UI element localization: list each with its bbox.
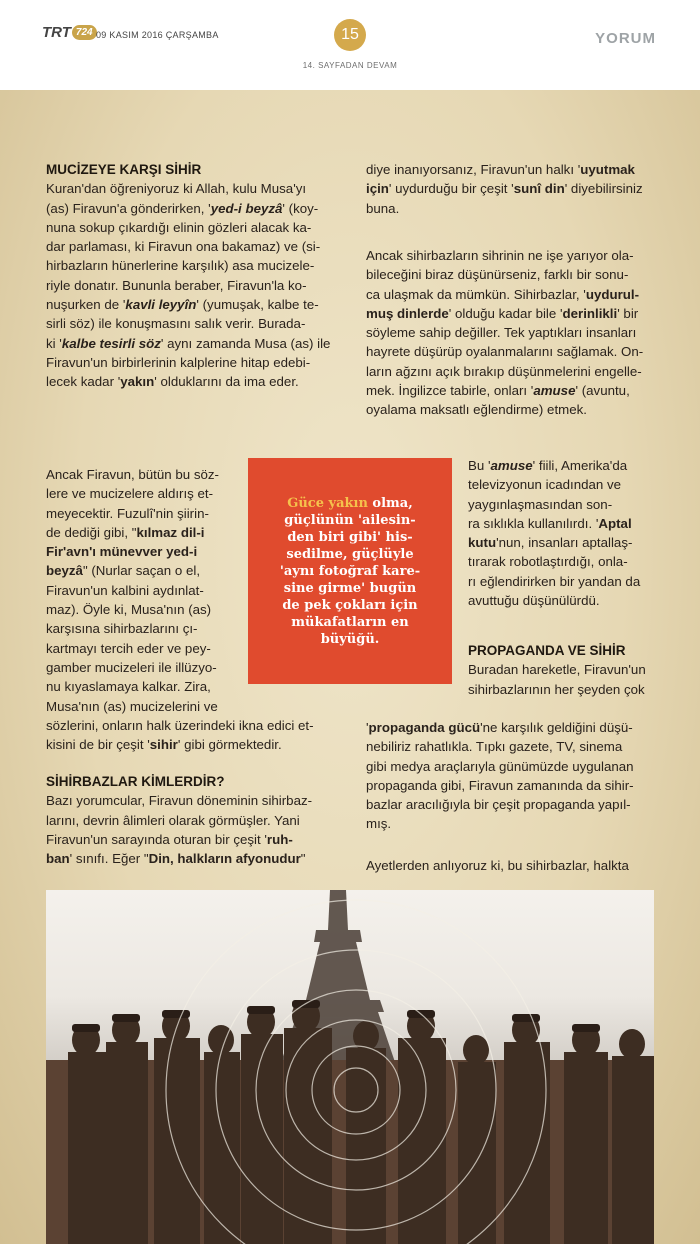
page-number: 15	[334, 19, 366, 51]
line: bileceğini biraz düşünürseniz, farklı bir sonu-	[366, 267, 629, 283]
line: meyecektir. Fuzulî'nin şiirin-	[46, 505, 209, 521]
line: söyleme sahip değiller. Tek yaptıkları insanları	[366, 325, 637, 341]
line: (as) Firavun'a gönderirken, 'yed-i beyzâ' (koy-	[46, 200, 319, 216]
line: Bu 'amuse' fiili, Amerika'da	[468, 458, 628, 473]
line: sihirbazlarının her şeyden çok	[468, 681, 645, 697]
section-title: YORUM	[595, 30, 656, 47]
line: larını, devrin âlimleri olarak görmüşler. Yani	[46, 812, 300, 828]
issue-date: 09 KASIM 2016 ÇARŞAMBA	[96, 30, 219, 40]
paragraph-col2-5: Ayetlerden anlıyoruz ki, bu sihirbazlar, halkta	[366, 858, 629, 873]
pull-quote	[248, 458, 452, 684]
line: rı eğlendirirken bir yandan da	[468, 573, 641, 589]
line: de dediği gibi, "kılmaz dil-i	[46, 524, 205, 540]
line: oyalama maksatlı eğlendirme) etmek.	[366, 402, 587, 418]
quote-line: de pek çokları için	[282, 597, 418, 613]
heading-sihirbazlar: SİHİRBAZLAR KİMLERDİR?	[46, 774, 225, 789]
line: için' uydurduğu bir çeşit 'sunî din' diyebilirsiniz	[366, 181, 643, 197]
line: hirbazların hünerlerine karşılık) asa mucizele-	[46, 258, 315, 274]
line: ban' sınıfı. Eğer "Din, halkların afyonudur"	[46, 851, 306, 867]
paragraph-col2-3	[468, 456, 668, 610]
line: televizyonun icadından ve	[468, 477, 622, 493]
line: Firavun'un birbirlerinin kalplerine hitap edebi-	[46, 354, 311, 370]
eiffel-tower-photo	[46, 890, 654, 1244]
line: kutu'nun, insanları aptallaş-	[468, 535, 633, 551]
line: Musa'nın (as) mucizelerini ve	[46, 698, 218, 714]
line: bazlar aracılığıyla bir çeşit propaganda yapıl-	[366, 797, 631, 813]
line: nu kıyaslamaya kalkar. Zira,	[46, 679, 211, 695]
line: mış.	[366, 816, 392, 832]
line: tırarak robotlaştırdığı, onla-	[468, 554, 628, 570]
line: nebiliriz rahatlıkla. Tıpkı gazete, TV, sinema	[366, 739, 623, 755]
line: avuttuğu düşünülürdü.	[468, 593, 600, 609]
quote-line: sedilme, güçlüyle	[286, 546, 414, 562]
column-right-top	[366, 160, 666, 218]
line: Firavun'un kalbini aydınlat-	[46, 582, 204, 598]
line: sirli söz) ile konuşmasını salık verir. Burada-	[46, 316, 306, 332]
quote-line: den biri gibi' his-	[287, 529, 413, 545]
line: Fir'avn'ı münevver yed-i	[46, 544, 198, 560]
column-left	[46, 160, 346, 392]
page-header	[0, 0, 700, 90]
line: kisini de bir çeşit 'sihir' gibi görmektedir.	[46, 737, 282, 753]
quote-line: 'aynı fotoğraf kare-	[279, 563, 421, 579]
line: beyzâ" (Nurlar saçan o el,	[46, 563, 201, 579]
line: sözlerini, onların halk üzerindeki ikna edici et-	[46, 717, 314, 733]
line: ların ağzını açık bırakıp düşünmelerini engelle-	[366, 363, 642, 379]
line: dar parlaması, ki Firavun ona bakamaz) ve (si-	[46, 239, 321, 255]
paragraph-1	[46, 179, 346, 391]
quote-line: sine girme' bugün	[283, 580, 417, 596]
line: kartmayı tercih eder ve pey-	[46, 640, 211, 656]
logo-text: TRT	[42, 24, 71, 41]
paragraph-col2-4	[366, 718, 666, 834]
heading-propaganda: PROPAGANDA VE SİHİR	[468, 643, 626, 658]
line: mek. İngilizce tabirle, onları 'amuse' (avuntu,	[366, 383, 630, 399]
line: yaygınlaşmasından son-	[468, 496, 613, 512]
line: lere ve mucizelere aldırış et-	[46, 486, 214, 502]
pull-quote-text	[280, 495, 420, 648]
line: ra sıklıkla kullanılırdı. 'Aptal	[468, 515, 632, 531]
line: Buradan hareketle, Firavun'un	[468, 662, 646, 678]
quote-line: güçlünün 'ailesin-	[284, 512, 416, 528]
line: gibi medya araçlarıyla günümüzde uygulanan	[366, 758, 634, 774]
line: diye inanıyorsanız, Firavun'un halkı 'uyutmak	[366, 162, 635, 177]
line: nuşurken de 'kavli leyyîn' (yumuşak, kalbe te-	[46, 297, 319, 313]
line: lecek kadar 'yakın' olduklarını da ima eder.	[46, 374, 299, 390]
line: hayrete düşürüp oyalanmalarını sağlamak. On-	[366, 344, 644, 360]
photo-illustration	[46, 890, 654, 1244]
line: propaganda gibi, Firavun zamanında da sihir-	[366, 777, 634, 793]
line: buna.	[366, 200, 400, 216]
heading-propaganda-wrap	[468, 641, 668, 699]
section-sihirbazlar	[46, 772, 346, 868]
line: Bazı yorumcular, Firavun döneminin sihirbaz-	[46, 793, 313, 809]
line: Ancak Firavun, bütün bu söz-	[46, 467, 219, 482]
continued-note: 14. SAYFADAN DEVAM	[302, 61, 398, 70]
line: Kuran'dan öğreniyoruz ki Allah, kulu Musa'yı	[46, 181, 307, 197]
quote-line: olma,	[367, 495, 413, 511]
logo-badge: 724	[72, 25, 97, 40]
quote-line: büyüğü.	[320, 631, 380, 647]
trt-logo	[42, 24, 97, 41]
line: maz). Öyle ki, Musa'nın (as)	[46, 602, 212, 618]
line: nuna sokup çıkardığı elinin gözleri alacak ka-	[46, 219, 312, 235]
line: riyle donatır. Bununla beraber, Firavun'la ko-	[46, 277, 307, 293]
line: ki 'kalbe tesirli söz' aynı zamanda Musa (as) ile	[46, 335, 331, 351]
line: Ancak sihirbazların sihrinin ne işe yarıyor ola-	[366, 248, 634, 263]
quote-line: mükafatların en	[291, 614, 409, 630]
line: 'propaganda gücü'ne karşılık geldiğini düşü-	[366, 720, 633, 735]
line: karşısına sihirbazlarını çı-	[46, 621, 198, 637]
heading-mucizeye: MUCİZEYE KARŞI SİHİR	[46, 162, 202, 177]
line: gamber mucizeleri ile illüzyo-	[46, 659, 217, 675]
pull-quote-highlight: Güce yakın	[287, 495, 368, 511]
paragraph-col2-2	[366, 246, 666, 420]
line: ca ulaşmak da mümkün. Sihirbazlar, 'uydurul-	[366, 286, 640, 302]
line: Firavun'un sarayında oturan bir çeşit 'ruh-	[46, 831, 293, 847]
line: muş dinlerde' olduğu kadar bile 'derinlikli' bir	[366, 305, 639, 321]
